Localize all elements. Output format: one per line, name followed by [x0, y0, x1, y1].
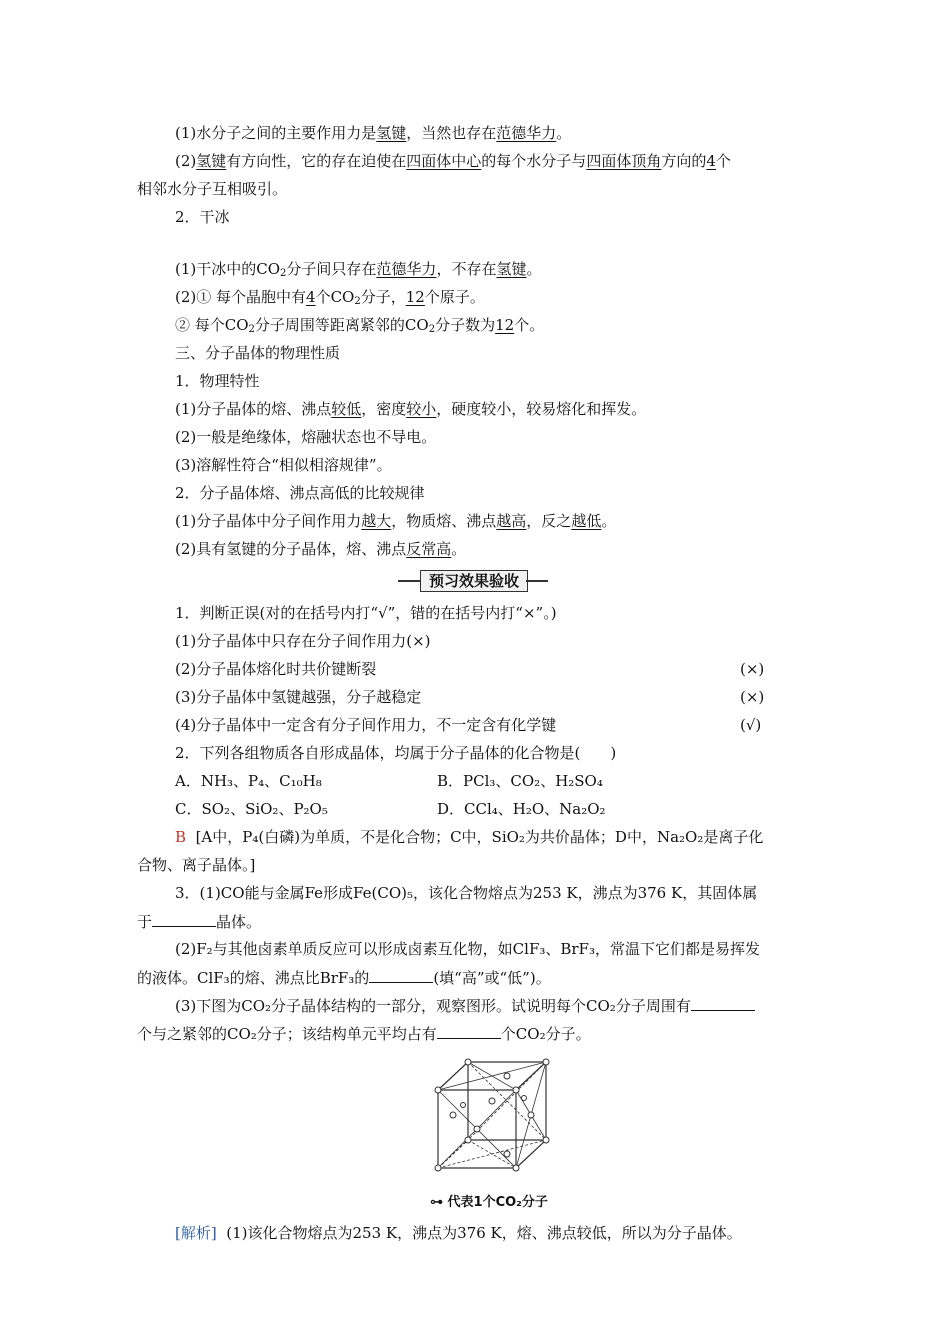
para-dryice-1: (1)干冰中的$CO_2$分子间只存在范德华力，不存在氢键。 — [175, 260, 542, 279]
q1-item-4: (4)分子晶体中一定含有分子间作用力，不一定含有化学键 — [175, 716, 557, 734]
para-props-2: (2)一般是绝缘体，熔融状态也不导电。 — [175, 428, 437, 446]
q2-option-d: D．CCl₄、H₂O、Na₂O₂ — [437, 800, 606, 818]
q2-answer: B — [175, 828, 187, 846]
heading-dry-ice: 2．干冰 — [175, 208, 230, 226]
q3-blank-4[interactable] — [437, 1026, 501, 1039]
para-water-1: (1)水分子之间的主要作用力是氢键，当然也存在范德华力。 — [175, 124, 572, 142]
q1-item-2-mark: (×) — [740, 660, 765, 678]
q1-item-1: (1)分子晶体中只存在分子间作用力(×) — [175, 632, 431, 650]
para-dryice-3: ② 每个$CO_2$分子周围等距离紧邻的$CO_2$分子数为12个。 — [175, 316, 545, 335]
q2-explanation-cont: 合物、离子晶体。] — [137, 856, 256, 874]
q1-item-4-mark: (√) — [740, 716, 762, 734]
para-rule-1: (1)分子晶体中分子间作用力越大，物质熔、沸点越高，反之越低。 — [175, 512, 617, 530]
para-rule-2: (2)具有氢键的分子晶体，熔、沸点反常高。 — [175, 540, 467, 558]
section-banner — [398, 570, 548, 592]
q3-part2-cont: 的液体。ClF₃的熔、沸点比BrF₃的 (填“高”或“低”)。 — [137, 969, 551, 987]
q3-part3-cont: 个与之紧邻的CO₂分子；该结构单元平均占有 个CO₂分子。 — [137, 1025, 591, 1043]
q2-stem: 2．下列各组物质各自形成晶体，均属于分子晶体的化合物是( ) — [175, 744, 617, 762]
q3-blank-1[interactable] — [152, 914, 216, 927]
para-props-3: (3)溶解性符合“相似相溶规律”。 — [175, 456, 392, 474]
q1-item-3: (3)分子晶体中氢键越强，分子越稳定 — [175, 688, 422, 706]
analysis-label: [解析] — [175, 1224, 217, 1242]
para-water-2-cont: 相邻水分子互相吸引。 — [137, 180, 288, 198]
q3-part1-cont: 于 晶体。 — [137, 913, 262, 931]
heading-physical-props: 三、分子晶体的物理性质 — [175, 344, 341, 362]
q2-option-b: B．PCl₃、CO₂、H₂SO₄ — [437, 772, 603, 790]
co2-crystal-figure — [428, 1050, 568, 1190]
q3-part2: (2)F₂与其他卤素单质反应可以形成卤素互化物，如ClF₃、BrF₃，常温下它们都是易挥发 — [175, 940, 760, 958]
figure-caption: ⊶ 代表1个CO₂分子 — [430, 1195, 548, 1210]
q1-stem: 1．判断正误(对的在括号内打“√”，错的在括号内打“×”。) — [175, 604, 557, 622]
banner-title: 预习效果验收 — [420, 570, 528, 592]
heading-physical-features: 1．物理特性 — [175, 372, 260, 390]
q1-item-2: (2)分子晶体熔化时共价键断裂 — [175, 660, 377, 678]
q3-part3: (3)下图为CO₂分子晶体结构的一部分，观察图形。试说明每个CO₂分子周围有 — [175, 998, 755, 1014]
para-water-2: (2)氢键有方向性，它的存在迫使在四面体中心的每个水分子与四面体顶角方向的4个 — [175, 152, 731, 170]
q1-item-3-mark: (×) — [740, 688, 765, 706]
q2-option-c: C．SO₂、SiO₂、P₂O₅ — [175, 800, 328, 818]
co2-molecule-icon: ⊶ — [430, 1195, 443, 1210]
para-props-1: (1)分子晶体的熔、沸点较低，密度较小，硬度较小，较易熔化和挥发。 — [175, 400, 647, 418]
q3-blank-3[interactable] — [691, 998, 755, 1011]
heading-compare-rule: 2．分子晶体熔、沸点高低的比较规律 — [175, 484, 425, 502]
q3-blank-2[interactable] — [369, 970, 433, 983]
q2-explanation: B [A中，P₄(白磷)为单质，不是化合物；C中，SiO₂为共价晶体；D中，Na₂O₂是离子化 — [175, 828, 764, 846]
q3-part1: 3．(1)CO能与金属Fe形成Fe(CO)₅，该化合物熔点为253 K，沸点为376 K，其固体属 — [175, 884, 758, 902]
analysis-line: [解析] (1)该化合物熔点为253 K，沸点为376 K，熔、沸点较低，所以为分子晶体。 — [175, 1224, 742, 1242]
q2-option-a: A．NH₃、P₄、C₁₀H₈ — [175, 772, 322, 790]
para-dryice-2: (2)① 每个晶胞中有4个$CO_2$分子，12个原子。 — [175, 288, 485, 307]
